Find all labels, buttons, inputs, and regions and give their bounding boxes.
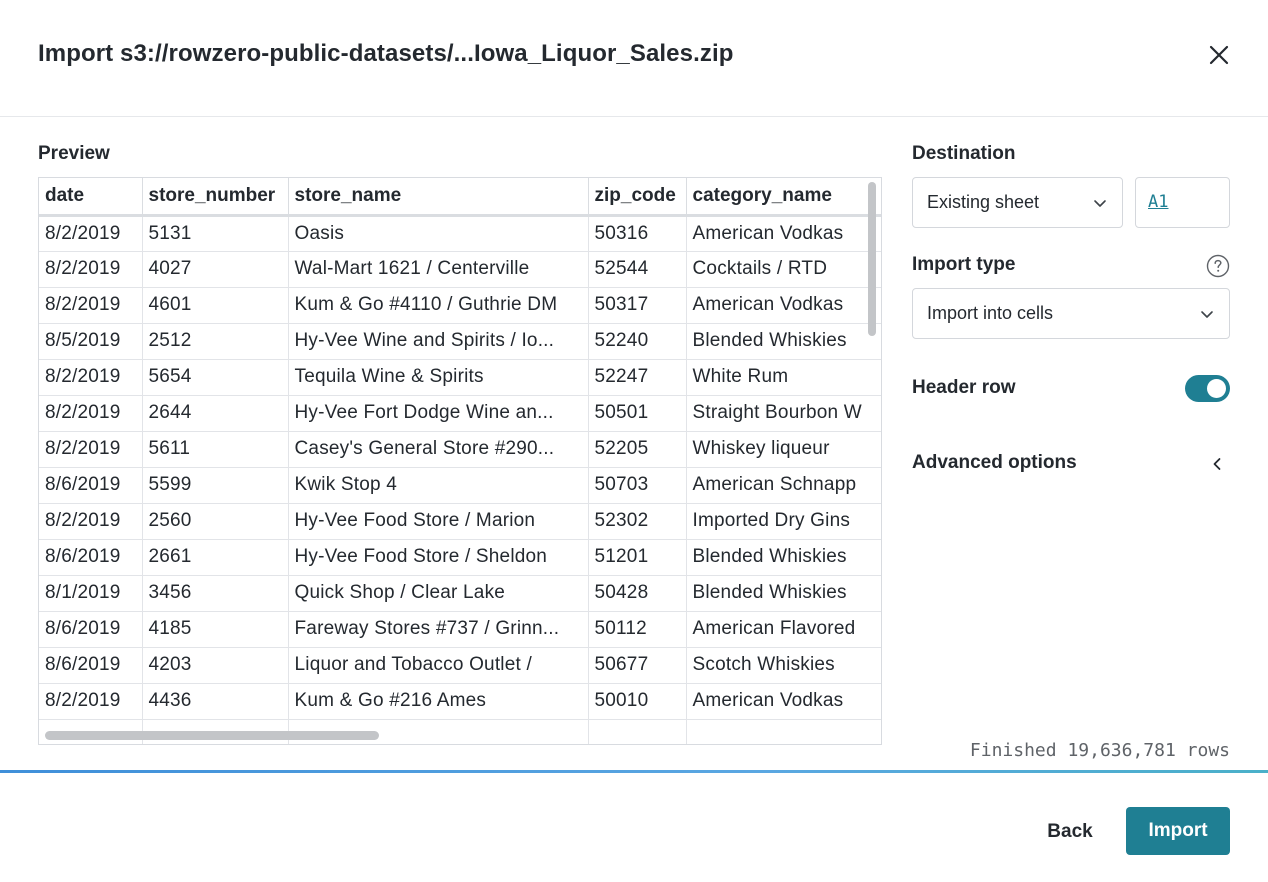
cell-store-number: 4601 xyxy=(142,287,288,323)
cell-store-number: 5654 xyxy=(142,359,288,395)
cell-zip-code: 50112 xyxy=(588,611,686,647)
chevron-down-icon xyxy=(1199,306,1215,322)
cell-date: 8/2/2019 xyxy=(39,215,142,251)
cell-zip-code: 52247 xyxy=(588,359,686,395)
cell-category-name: American Vodkas xyxy=(686,287,882,323)
dialog-header xyxy=(0,0,1268,117)
table-row xyxy=(39,215,882,251)
table-row xyxy=(39,251,882,287)
horizontal-scrollbar[interactable] xyxy=(45,731,379,740)
destination-select[interactable] xyxy=(912,177,1123,228)
cell-zip-code: 52302 xyxy=(588,503,686,539)
cell-zip-code: 51201 xyxy=(588,539,686,575)
cell-store-name: Tequila Wine & Spirits xyxy=(288,359,588,395)
cell-store-number: 2560 xyxy=(142,503,288,539)
table-row xyxy=(39,431,882,467)
cell-date: 8/2/2019 xyxy=(39,359,142,395)
cell-date: 8/6/2019 xyxy=(39,539,142,575)
column-header-category-name: category_name xyxy=(686,178,882,215)
table-row xyxy=(39,287,882,323)
column-header-date: date xyxy=(39,178,142,215)
cell-store-number: 5611 xyxy=(142,431,288,467)
cell-store-number: 3456 xyxy=(142,575,288,611)
cell-category-name: American Schnapp xyxy=(686,467,882,503)
destination-label: Destination xyxy=(912,143,1016,164)
cell-date: 8/1/2019 xyxy=(39,575,142,611)
table-row xyxy=(39,359,882,395)
chevron-left-icon[interactable] xyxy=(1208,455,1226,473)
cell-store-name: Hy-Vee Food Store / Sheldon xyxy=(288,539,588,575)
cell-category-name: White Rum xyxy=(686,359,882,395)
cell-store-number: 2644 xyxy=(142,395,288,431)
cell-zip-code: 50703 xyxy=(588,467,686,503)
table-row xyxy=(39,575,882,611)
preview-table-container[interactable] xyxy=(38,177,882,745)
cell-store-name: Quick Shop / Clear Lake xyxy=(288,575,588,611)
cell-store-name: Kum & Go #4110 / Guthrie DM xyxy=(288,287,588,323)
cell-category-name: Blended Whiskies xyxy=(686,575,882,611)
cell-store-number: 4185 xyxy=(142,611,288,647)
import-button[interactable]: Import xyxy=(1126,807,1230,855)
close-button[interactable] xyxy=(1202,38,1236,72)
cell-store-number: 5131 xyxy=(142,215,288,251)
cell-store-number: 4203 xyxy=(142,647,288,683)
advanced-options-label[interactable]: Advanced options xyxy=(912,452,1077,473)
cell-zip-code: 50428 xyxy=(588,575,686,611)
cell-store-name: Hy-Vee Fort Dodge Wine an... xyxy=(288,395,588,431)
cell-date: 8/2/2019 xyxy=(39,503,142,539)
column-header-store-name: store_name xyxy=(288,178,588,215)
cell-category-name: American Vodkas xyxy=(686,683,882,719)
preview-table xyxy=(39,178,882,745)
table-row xyxy=(39,323,882,359)
cell-category-name: Blended Whiskies xyxy=(686,539,882,575)
table-row xyxy=(39,467,882,503)
cell-date: 8/6/2019 xyxy=(39,467,142,503)
cell-store-name: Casey's General Store #290... xyxy=(288,431,588,467)
cell-category-name: Straight Bourbon W xyxy=(686,395,882,431)
cell-zip-code xyxy=(588,719,686,745)
cell-store-name: Kwik Stop 4 xyxy=(288,467,588,503)
chevron-down-icon xyxy=(1092,195,1108,211)
cell-store-name: Hy-Vee Wine and Spirits / Io... xyxy=(288,323,588,359)
cell-category-name: American Flavored xyxy=(686,611,882,647)
toggle-knob xyxy=(1207,379,1226,398)
table-row xyxy=(39,503,882,539)
cell-zip-code: 50677 xyxy=(588,647,686,683)
cell-zip-code: 50010 xyxy=(588,683,686,719)
column-header-zip-code: zip_code xyxy=(588,178,686,215)
vertical-scrollbar[interactable] xyxy=(868,182,876,336)
cell-date: 8/6/2019 xyxy=(39,647,142,683)
cell-store-name: Hy-Vee Food Store / Marion xyxy=(288,503,588,539)
cell-date: 8/2/2019 xyxy=(39,395,142,431)
cell-zip-code: 52205 xyxy=(588,431,686,467)
cell-category-name: American Vodkas xyxy=(686,215,882,251)
cell-store-name: Wal-Mart 1621 / Centerville xyxy=(288,251,588,287)
cell-store-number: 4436 xyxy=(142,683,288,719)
cell-store-name: Kum & Go #216 Ames xyxy=(288,683,588,719)
dialog-title: Import s3://rowzero-public-datasets/...Iowa_Liquor_Sales.zip xyxy=(38,40,734,67)
header-row-toggle[interactable] xyxy=(1185,375,1230,402)
cell-date: 8/6/2019 xyxy=(39,611,142,647)
cell-category-name: Imported Dry Gins xyxy=(686,503,882,539)
cell-date: 8/5/2019 xyxy=(39,323,142,359)
cell-category-name xyxy=(686,719,882,745)
help-icon[interactable] xyxy=(1206,254,1230,278)
cell-zip-code: 52544 xyxy=(588,251,686,287)
import-type-select[interactable] xyxy=(912,288,1230,339)
header-row-label: Header row xyxy=(912,377,1016,398)
table-row xyxy=(39,647,882,683)
cell-category-name: Cocktails / RTD xyxy=(686,251,882,287)
table-row xyxy=(39,539,882,575)
cell-category-name: Blended Whiskies xyxy=(686,323,882,359)
cell-store-number: 2512 xyxy=(142,323,288,359)
progress-bar xyxy=(0,770,1268,773)
cell-store-name: Oasis xyxy=(288,215,588,251)
import-type-select-value: Import into cells xyxy=(927,303,1054,323)
cell-zip-code: 50501 xyxy=(588,395,686,431)
cell-store-number: 2661 xyxy=(142,539,288,575)
cell-category-name: Whiskey liqueur xyxy=(686,431,882,467)
destination-select-value: Existing sheet xyxy=(927,192,1040,212)
cell-store-name: Liquor and Tobacco Outlet / xyxy=(288,647,588,683)
cell-date: 8/2/2019 xyxy=(39,683,142,719)
table-row xyxy=(39,683,882,719)
cell-store-number: 5599 xyxy=(142,467,288,503)
cell-zip-code: 50317 xyxy=(588,287,686,323)
import-status-text: Finished 19,636,781 rows xyxy=(969,740,1230,761)
cell-zip-code: 50316 xyxy=(588,215,686,251)
cell-category-name: Scotch Whiskies xyxy=(686,647,882,683)
table-row xyxy=(39,395,882,431)
destination-cell-input[interactable] xyxy=(1135,177,1230,228)
close-icon xyxy=(1209,45,1229,65)
import-type-label: Import type xyxy=(912,254,1016,275)
cell-date: 8/2/2019 xyxy=(39,431,142,467)
cell-date: 8/2/2019 xyxy=(39,287,142,323)
preview-label: Preview xyxy=(38,143,110,164)
cell-store-name: Fareway Stores #737 / Grinn... xyxy=(288,611,588,647)
table-row xyxy=(39,611,882,647)
cell-date: 8/2/2019 xyxy=(39,251,142,287)
table-header-row xyxy=(39,178,882,215)
column-header-store-number: store_number xyxy=(142,178,288,215)
cell-zip-code: 52240 xyxy=(588,323,686,359)
cell-store-number: 4027 xyxy=(142,251,288,287)
destination-cell-value[interactable]: A1 xyxy=(1148,192,1169,212)
back-button[interactable]: Back xyxy=(1047,820,1093,842)
